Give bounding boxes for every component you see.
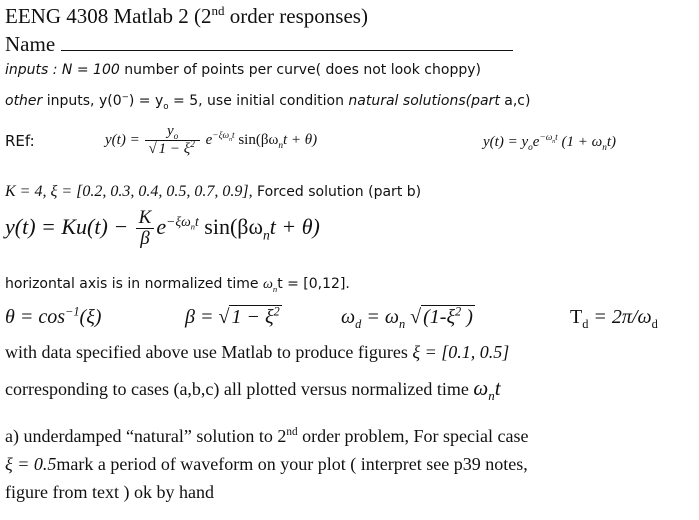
- name-row: [5, 32, 513, 57]
- eq2-tail: (1 + ω: [561, 134, 603, 150]
- forced-tail2: t + θ): [269, 213, 320, 239]
- omega-d-definition: $\omega_d = \omega_n$ √ ($1-\xi^2$ ): [341, 304, 473, 331]
- other-label: other: [5, 93, 43, 109]
- eq1-tail: sin(βω: [238, 132, 279, 149]
- forced-lhs: y(t) = Ku(t) −: [5, 213, 129, 239]
- td-eq: = 2π/ω: [588, 306, 652, 328]
- page-title: [5, 4, 368, 29]
- forced-exponent: −ξω: [166, 213, 191, 229]
- horizontal-axis-line: horizontal axis is in normalized time $\omega_nt = [0,12]$.: [5, 276, 350, 294]
- part-a-xi: ξ = 0.5: [5, 454, 57, 474]
- td-definition: $T_d = 2\pi/\omega_d$: [570, 306, 658, 331]
- part-a-line-3: [5, 482, 214, 503]
- ref-label: REf:: [5, 132, 35, 150]
- horizontal-text: horizontal axis is in normalized time: [5, 276, 263, 292]
- omega-d-sqrt: (1-ξ: [423, 306, 456, 328]
- forced-denominator: β: [140, 227, 150, 249]
- other-text-e: a,c): [504, 93, 531, 109]
- horizontal-range: t = [0,12].: [277, 276, 350, 292]
- part-a-line-2: [5, 454, 528, 475]
- other-inputs-line: other inputs, $y(0^-) = y_o = 5$, use initial condition natural solutions(part a,c): [5, 92, 531, 112]
- forced-label: Forced solution (part b): [252, 184, 422, 200]
- part-a-text-3: mark a period of waveform on your plot ( interpret see p39 notes,: [56, 454, 528, 474]
- name-label: Name: [5, 32, 56, 56]
- inputs-n-description: number of points per curve( does not look choppy): [119, 62, 481, 78]
- forced-numerator: K: [136, 208, 155, 229]
- eq1-fraction: $\frac{y_o}{√ 1 - \xi^2}$: [145, 124, 199, 157]
- omega-d-symbol: ω: [341, 306, 356, 328]
- part-a-superscript: nd: [286, 426, 298, 438]
- definitions-line: [5, 306, 695, 336]
- part-a-line-1: [5, 426, 529, 447]
- body-line1-xi: ξ = [0.1, 0.5]: [412, 342, 510, 362]
- beta-text: β =: [185, 306, 219, 328]
- horizontal-omega: ω: [262, 277, 273, 292]
- forced-equation: y(t) = Ku(t) − $\frac{K}{\beta}$ $e^{-\xi\omega_nt}$ $\sin(\beta\omega_nt + \theta)$: [5, 207, 320, 249]
- theta-text: θ = cos: [5, 306, 65, 328]
- eq2-tail2: t): [606, 134, 617, 150]
- eq2-lhs: y(t) = y: [483, 134, 529, 150]
- body-line-2: corresponding to cases (a,b,c) all plotted versus normalized time $\omega_nt$: [5, 376, 501, 404]
- params-line: [5, 183, 421, 201]
- body-line2-t: t: [494, 376, 501, 400]
- title-text: EENG 4308 Matlab 2 (2: [5, 4, 212, 28]
- forced-tail: sin(βω: [204, 213, 263, 239]
- part-a-text-4: figure from text ) ok by hand: [5, 482, 214, 502]
- inputs-line: [5, 62, 481, 78]
- omega-d-eq: = ω: [361, 306, 399, 328]
- forced-fraction: [136, 208, 155, 250]
- ref-equation-1: y(t) = $\frac{y_o}{√ 1 - \xi^2}$ $e^{-\xi\omega_nt}$ $\sin(\beta\omega_nt + \theta)$: [105, 123, 318, 157]
- k-xi-values: K = 4, ξ = [0.2, 0.3, 0.4, 0.5, 0.7, 0.9],: [5, 183, 253, 200]
- other-text-a: inputs, y(0: [42, 93, 122, 109]
- beta-definition: β = √ $1 - \xi^2$: [185, 304, 280, 328]
- inputs-label: inputs: [5, 62, 49, 78]
- td-symbol: T: [570, 306, 583, 328]
- omega-d-close: ): [461, 306, 473, 328]
- part-a-text-1: a) underdamped “natural” solution to 2: [5, 426, 287, 446]
- theta-definition: $\theta = \cos^{-1}(\xi)$: [5, 304, 102, 328]
- eq2-exponent: −ω: [539, 133, 553, 143]
- eq1-exponent: −ξω: [212, 131, 230, 142]
- title-superscript: nd: [211, 3, 225, 18]
- beta-sqrt: 1 − ξ: [231, 306, 274, 328]
- part-a-text-2: order problem, For special case: [297, 426, 529, 446]
- other-text-d: natural solutions(part: [348, 93, 505, 109]
- title-text-end: order responses): [224, 4, 368, 28]
- body-line2-text: corresponding to cases (a,b,c) all plotted versus normalized time: [5, 379, 474, 399]
- name-blank-line[interactable]: [61, 36, 513, 51]
- body-line1-text: with data specified above use Matlab to produce figures: [5, 342, 413, 362]
- eq1-denominator: 1 − ξ: [158, 140, 191, 157]
- inputs-n-expression: : N = 100: [48, 62, 120, 78]
- body-line2-omega: ω: [473, 376, 489, 400]
- eq1-lhs: y(t) =: [105, 132, 140, 149]
- other-text-c: = 5, use initial condition: [168, 93, 349, 109]
- ref-equations: [5, 120, 695, 172]
- body-line-1: [5, 342, 509, 363]
- eq1-tail2: t + θ): [283, 132, 318, 149]
- ref-equation-2: $y(t) = y_oe^{-\omega_nt}$ $(1 + \omega_nt)$: [483, 133, 617, 153]
- eq1-numerator: y: [166, 123, 174, 139]
- theta-tail: (ξ): [79, 306, 102, 328]
- other-text-b: ) = y: [128, 93, 164, 109]
